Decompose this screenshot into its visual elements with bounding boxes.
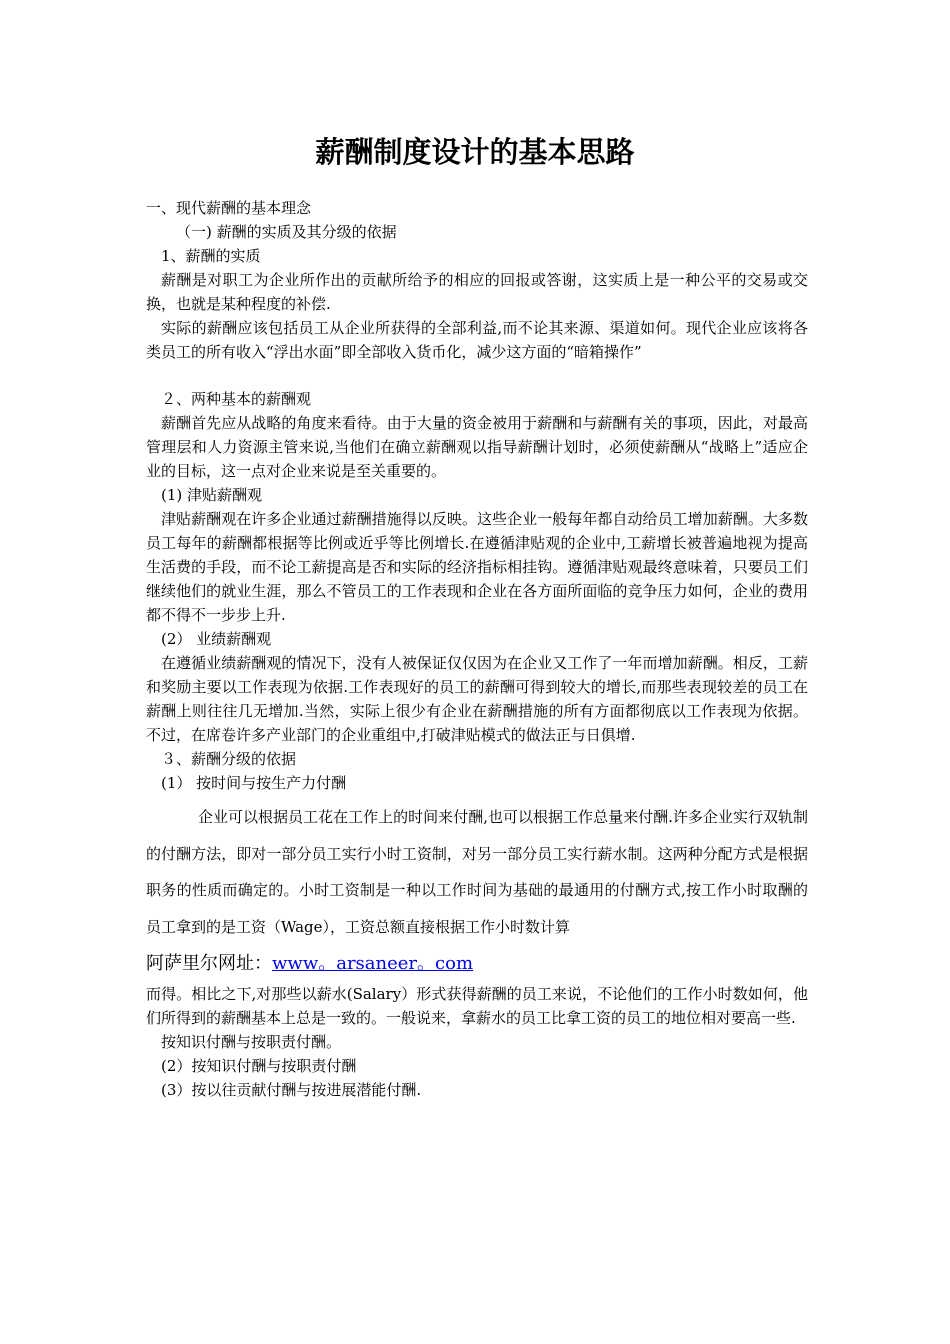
blank-line — [146, 364, 808, 387]
heading-sub-item: (3）按以往贡献付酬与按进展潜能付酬. — [161, 1081, 422, 1099]
website-link[interactable]: www。arsaneer。com — [272, 953, 474, 974]
paragraph: 而得。相比之下,对那些以薪水(Salary）形式获得薪酬的员工来说，不论他们的工作小时数如何，他们所得到的薪酬基本上总是一致的。一般说来，拿薪水的员工比拿工资的员工的地位相对要高一些. — [146, 985, 808, 1027]
heading-item-3: ３、薪酬分级的依据 — [161, 750, 297, 768]
document-title: 薪酬制度设计的基本思路 — [315, 135, 635, 169]
paragraph: 薪酬首先应从战略的角度来看待。由于大量的资金被用于薪酬和与薪酬有关的事项，因此，对最高管理层和人力资源主管来说,当他们在确立薪酬观以指导薪酬计划时，必须使薪酬从“战略上”适应企业的目标，这一点对企业来说是至关重要的。 — [146, 414, 808, 480]
paragraph: 实际的薪酬应该包括员工从企业所获得的全部利益,而不论其来源、渠道如何。现代企业应该将各类员工的所有收入“浮出水面”即全部收入货币化，减少这方面的“暗箱操作” — [146, 319, 808, 361]
heading-subsection-1: （一) 薪酬的实质及其分级的依据 — [176, 223, 397, 241]
document-body — [146, 196, 808, 1102]
heading-sub-item: (1） 按时间与按生产力付酬 — [161, 774, 347, 792]
paragraph-wide: 企业可以根据员工花在工作上的时间来付酬,也可以根据工作总量来付酬.许多企业实行双轨制的付酬方法，即对一部分员工实行小时工资制，对另一部分员工实行薪水制。这两种分配方式是根据职务的性质而确定的。小时工资制是一种以工作时间为基础的最通用的付酬方式,按工作小时取酬的员工拿到的是工资（Wage），工资总额直接根据工作小时数计算 — [146, 808, 808, 936]
paragraph: 津贴薪酬观在许多企业通过薪酬措施得以反映。这些企业一般每年都自动给员工增加薪酬。大多数员工每年的薪酬都根据等比例或近乎等比例增长.在遵循津贴观的企业中,工薪增长被普遍地视为提高生活费的手段，而不论工薪提高是否和实际的经济指标相挂钩。遵循津贴观最终意味着，只要员工们继续他们的就业生涯，那么不管员工的工作表现和企业在各方面所面临的竞争压力如何，企业的费用都不得不一步步上升. — [146, 510, 808, 624]
paragraph: 薪酬是对职工为企业所作出的贡献所给予的相应的回报或答谢，这实质上是一种公平的交易或交换，也就是某种程度的补偿. — [146, 271, 808, 313]
paragraph: 在遵循业绩薪酬观的情况下，没有人被保证仅仅因为在企业又工作了一年而增加薪酬。相反，工薪和奖励主要以工作表现为依据.工作表现好的员工的薪酬可得到较大的增长,而那些表现较差的员工在薪酬上则往往几无增加.当然，实际上很少有企业在薪酬措施的所有方面都彻底以工作表现为依据。不过，在席卷许多产业部门的企业重组中,打破津贴模式的做法正与日俱增. — [146, 654, 808, 744]
paragraph: 按知识付酬与按职责付酬。 — [161, 1033, 342, 1051]
heading-sub-item: (2）按知识付酬与按职责付酬 — [161, 1057, 357, 1075]
heading-section-1: 一、现代薪酬的基本理念 — [146, 199, 312, 217]
heading-item-1: 1、薪酬的实质 — [161, 247, 261, 265]
heading-item-2: ２、两种基本的薪酬观 — [161, 390, 312, 408]
website-line — [146, 950, 808, 978]
heading-sub-item: (1) 津贴薪酬观 — [161, 486, 263, 504]
heading-sub-item: (2） 业绩薪酬观 — [161, 630, 272, 648]
website-label: 阿萨里尔网址： — [146, 953, 272, 974]
